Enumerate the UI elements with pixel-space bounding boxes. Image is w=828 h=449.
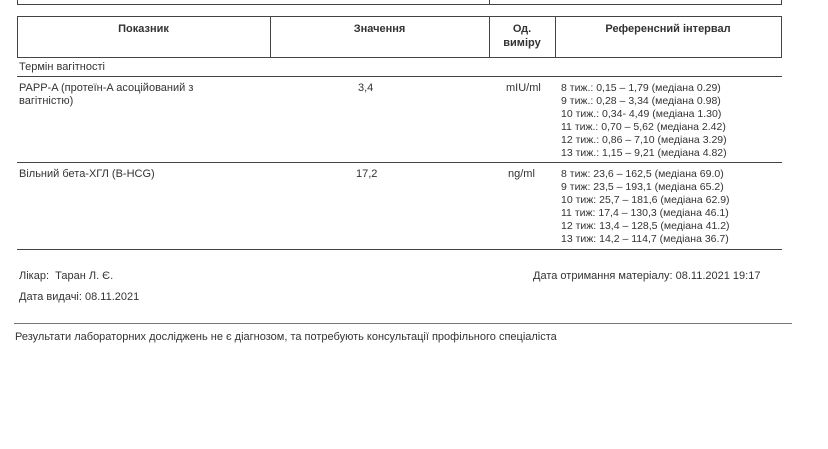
reference-line: 8 тиж.: 0,15 – 1,79 (медіана 0.29) xyxy=(561,82,721,94)
doctor-info xyxy=(19,270,113,282)
header-unit xyxy=(489,22,555,50)
row-divider xyxy=(17,162,782,163)
header-unit-line1: Од. xyxy=(512,23,532,35)
reference-line: 13 тиж: 14,2 – 114,7 (медіана 36.7) xyxy=(561,233,729,245)
row-unit: mIU/ml xyxy=(506,82,541,94)
section-title: Термін вагітності xyxy=(19,61,105,73)
issue-label: Дата видачі: xyxy=(19,291,82,303)
reference-line: 12 тиж: 13,4 – 128,5 (медіана 41.2) xyxy=(561,220,730,232)
row-indicator-name xyxy=(19,168,269,181)
reference-line: 10 тиж.: 0,34- 4,49 (медіана 1.30) xyxy=(561,108,722,120)
header-bottom-border xyxy=(17,57,782,58)
row-unit: ng/ml xyxy=(508,168,535,180)
section-bottom-border xyxy=(17,76,782,77)
header-reference: Референсний інтервал xyxy=(605,23,731,35)
received-date-info xyxy=(533,270,760,282)
row-indicator-name xyxy=(19,82,269,108)
row-value: 17,2 xyxy=(356,168,378,180)
table-bottom-border xyxy=(17,249,782,250)
received-label: Дата отримання матеріалу: xyxy=(533,270,673,282)
header-value: Значення xyxy=(353,23,406,35)
reference-line: 11 тиж.: 0,70 – 5,62 (медіана 2.42) xyxy=(561,121,726,133)
doctor-name: Таран Л. Є. xyxy=(55,270,114,282)
row-value: 3,4 xyxy=(358,82,374,94)
header-unit-line2: виміру xyxy=(503,37,541,49)
reference-line: 12 тиж.: 0,86 – 7,10 (медіана 3.29) xyxy=(561,134,727,146)
reference-line: 9 тиж.: 0,28 – 3,34 (медіана 0.98) xyxy=(561,95,721,107)
reference-line: 10 тиж: 25,7 – 181,6 (медіана 62.9) xyxy=(561,194,730,206)
reference-line: 11 тиж: 17,4 – 130,3 (медіана 46.1) xyxy=(561,207,729,219)
header-top-border xyxy=(17,16,782,17)
disclaimer-text: Результати лабораторних досліджень не є діагнозом, та потребують консультації профільного спеціаліста xyxy=(15,331,557,343)
prev-table-bottom-border xyxy=(17,4,782,5)
reference-line: 13 тиж.: 1,15 – 9,21 (медіана 4.82) xyxy=(561,147,727,159)
row-indicator-name-line2: вагітністю) xyxy=(19,95,74,107)
issue-date-info xyxy=(19,291,139,303)
row-reference-intervals xyxy=(561,82,727,160)
issue-date: 08.11.2021 xyxy=(85,291,140,303)
doctor-label: Лікар: xyxy=(19,270,50,282)
received-datetime: 08.11.2021 19:17 xyxy=(675,270,761,282)
reference-line: 8 тиж: 23,6 – 162,5 (медіана 69.0) xyxy=(561,168,724,180)
row-indicator-name-line1: PAPP-A (протеїн-A асоційований з xyxy=(19,82,194,94)
header-right-border xyxy=(781,16,782,58)
header-indicator: Показник xyxy=(118,23,169,35)
row-indicator-name-line1: Вільний бета-ХГЛ (B-HCG) xyxy=(19,168,155,180)
reference-line: 9 тиж: 23,5 – 193,1 (медіана 65.2) xyxy=(561,181,724,193)
row-reference-intervals xyxy=(561,168,730,246)
footer-divider xyxy=(14,323,792,324)
